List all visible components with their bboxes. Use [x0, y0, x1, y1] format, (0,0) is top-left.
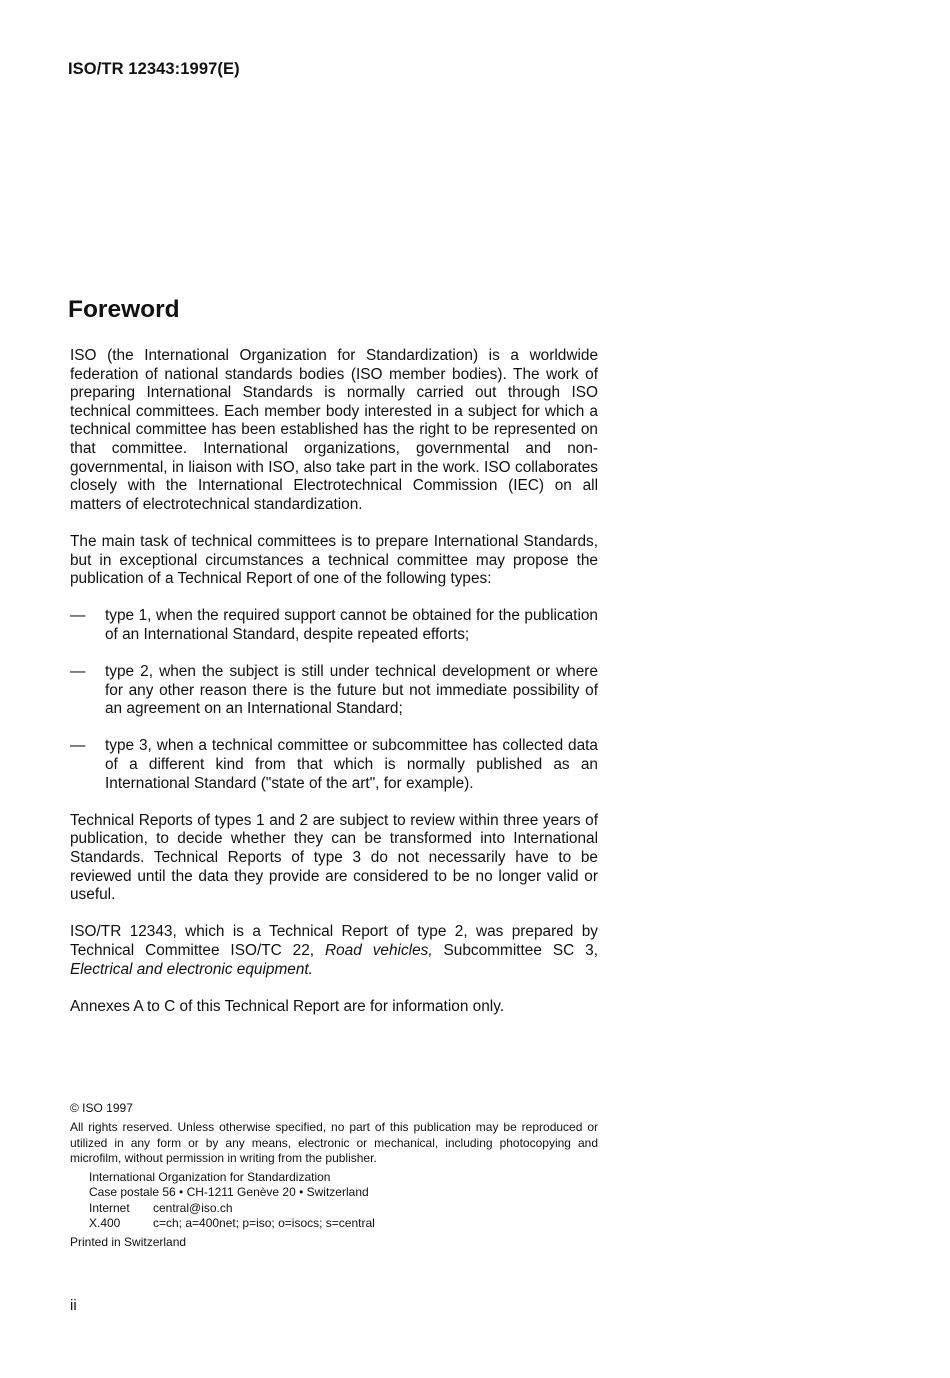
subcommittee-text: Subcommittee SC 3,	[432, 942, 598, 959]
document-header-id: ISO/TR 12343:1997(E)	[68, 60, 240, 78]
list-item-type-2	[70, 663, 598, 719]
dash-bullet: —	[70, 663, 86, 681]
subcommittee-name: Electrical and electronic equipment.	[70, 960, 313, 978]
report-types-list	[70, 607, 598, 793]
x400-row	[89, 1216, 598, 1231]
internet-label: Internet	[89, 1200, 130, 1215]
list-item-text: type 3, when a technical committee or subcommittee has collected data of a different kind from that which is normally published as an International Standard ("state of the art", for example).	[105, 737, 598, 792]
rights-statement: All rights reserved. Unless otherwise specified, no part of this publication may be reproduced or utilized in any form or by any means, electronic or mechanical, including photocopying and microfilm, without permission in writing from the publisher.	[70, 1120, 598, 1165]
postal-address: Case postale 56 • CH-1211 Genève 20 • Switzerland	[89, 1185, 369, 1200]
paragraph-annexes: Annexes A to C of this Technical Report are for information only.	[70, 997, 505, 1015]
x400-label: X.400	[89, 1216, 121, 1231]
organization-name: International Organization for Standardization	[89, 1170, 331, 1185]
x400-address: c=ch; a=400net; p=iso; o=isocs; s=central	[153, 1216, 375, 1231]
dash-bullet: —	[70, 607, 86, 625]
dash-bullet: —	[70, 737, 86, 755]
list-item-text: type 1, when the required support cannot be obtained for the publication of an International Standard, despite repeated efforts;	[105, 607, 598, 643]
committee-name: Road vehicles,	[325, 942, 433, 959]
paragraph-prepared-by	[70, 923, 598, 979]
prepared-by-lead: ISO/TR 12343, which is a Technical Report of type 2, was prepared by Technical Committee ISO/TC 22,	[70, 923, 598, 959]
paragraph-iso-intro: ISO (the International Organization for Standardization) is a worldwide federation of national standards bodies (ISO member bodies). The work of preparing International Standards is normally carried out through ISO technical committees. Each member body interested in a subject for which a technical committee has been established has the right to be represented on that committee. International organizations, governmental and non-governmental, in liaison with ISO, also take part in the work. ISO collaborates closely with the International Electrotechnical Commission (IEC) on all matters of electrotechnical standardization.	[70, 347, 598, 513]
page-number: ii	[70, 1297, 77, 1314]
list-item-type-1	[70, 607, 598, 644]
foreword-body	[70, 347, 598, 1035]
internet-address: central@iso.ch	[153, 1200, 233, 1215]
printed-in: Printed in Switzerland	[70, 1235, 187, 1250]
copyright-block	[70, 1101, 598, 1251]
copyright-line: © ISO 1997	[70, 1101, 133, 1115]
paragraph-review: Technical Reports of types 1 and 2 are subject to review within three years of publication, to decide whether they can be transformed into International Standards. Technical Reports of type 3 do not necessarily have to be reviewed until the data they provide are considered to be no longer valid or useful.	[70, 811, 598, 904]
paragraph-main-task: The main task of technical committees is to prepare International Standards, but in exceptional circumstances a technical committee may propose the publication of a Technical Report of one of the following types:	[70, 532, 598, 588]
internet-row	[89, 1201, 598, 1216]
page-title: Foreword	[68, 296, 180, 323]
publisher-address	[70, 1170, 598, 1231]
list-item-text: type 2, when the subject is still under technical development or where for any other reason there is the future but not immediate possibility of an agreement on an International Standard;	[105, 663, 598, 718]
list-item-type-3	[70, 737, 598, 793]
